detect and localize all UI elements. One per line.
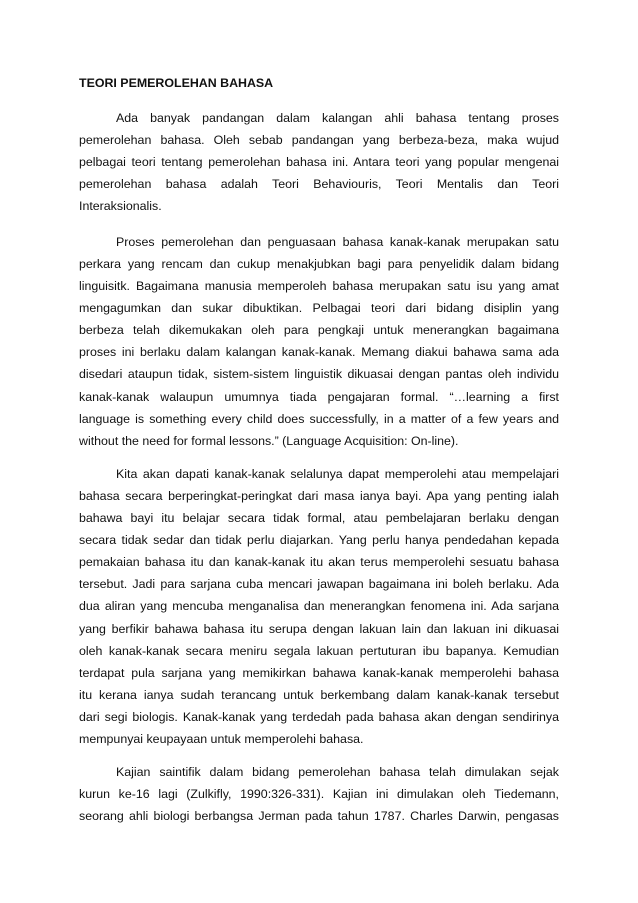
paragraph-1 (79, 107, 559, 217)
paragraph-line: tersebut. Jadi para sarjana cuba mencari jawapan bagaimana ini boleh berlaku. Ada (79, 577, 559, 592)
paragraph-line: language is something every child does successfully, in a matter of a few years and (79, 411, 559, 426)
paragraph-line: Kajian saintifik dalam bidang pemerolehan bahasa telah dimulakan sejak (116, 765, 559, 779)
paragraph-line: linguisitk. Bagaimana manusia memperoleh bahasa merupakan satu isu yang amat (79, 279, 559, 294)
paragraph-line: mengagumkan dan sukar dibuktikan. Pelbagai teori dari bidang disiplin yang (79, 301, 559, 316)
paragraph-line: Ada banyak pandangan dalam kalangan ahli bahasa tentang proses (116, 111, 559, 125)
paragraph-line: berbeza telah dikemukakan oleh para pengkaji untuk menerangkan bagaimana (79, 323, 559, 338)
paragraph-line: disedari ataupun tidak, sistem-sistem linguistik dikuasai dengan pantas oleh individu (79, 367, 559, 382)
paragraph-line: Proses pemerolehan dan penguasaan bahasa kanak-kanak merupakan satu (116, 235, 559, 249)
paragraph-line: bahasa secara berperingkat-peringkat dari masa ianya bayi. Apa yang penting ialah (79, 489, 559, 504)
paragraph-line: oleh kanak-kanak secara meniru segala lakuan pertuturan ibu bapanya. Kemudian (79, 643, 559, 658)
paragraph-line: Kita akan dapati kanak-kanak selalunya dapat memperolehi atau mempelajari (116, 467, 559, 481)
paragraph-line: dari segi biologis. Kanak-kanak yang terdedah pada bahasa akan dengan sendirinya (79, 709, 559, 724)
paragraph-line: yang berfikir bahawa bahasa itu serupa dengan lakuan lain dan lakuan ini dikuasai (79, 621, 559, 636)
paragraph-line: pelbagai teori tentang pemerolehan bahasa ini. Antara teori yang popular mengenai (79, 155, 559, 170)
paragraph-2 (79, 231, 559, 452)
paragraph-line: pemerolehan bahasa. Oleh sebab pandangan yang berbeza-beza, maka wujud (79, 133, 559, 148)
paragraph-line: without the need for formal lessons.” (Language Acquisition: On-line). (79, 433, 459, 448)
paragraph-line: proses ini berlaku dalam kalangan kanak-kanak. Memang diakui bahawa sama ada (79, 345, 559, 360)
paragraph-line: kurun ke-16 lagi (Zulkifly, 1990:326-331). Kajian ini dimulakan oleh Tiedemann, (79, 787, 559, 802)
paragraph-line: terdapat pula sarjana yang memikirkan bahawa kanak-kanak memperolehi bahasa (79, 665, 559, 680)
paragraph-line: secara tidak sedar dan tidak perlu diajarkan. Yang perlu hanya pendedahan kepada (79, 533, 559, 548)
paragraph-line: itu kerana ianya sudah terancang untuk berkembang dalam kanak-kanak tersebut (79, 687, 559, 702)
paragraph-line: mempunyai keupayaan untuk memperolehi bahasa. (79, 731, 364, 746)
paragraph-line: pemakaian bahasa itu dan kanak-kanak itu akan terus memperolehi sesuatu bahasa (79, 555, 559, 570)
paragraph-line: perkara yang rencam dan cukup menakjubkan bagi para penyelidik dalam bidang (79, 257, 559, 272)
paragraph-line: Interaksionalis. (79, 199, 162, 214)
document-title: TEORI PEMEROLEHAN BAHASA (79, 76, 274, 90)
paragraph-line: bahawa bayi itu belajar secara tidak formal, atau pembelajaran berlaku dengan (79, 511, 559, 526)
paragraph-line: seorang ahli biologi berbangsa Jerman pada tahun 1787. Charles Darwin, pengasas (79, 809, 559, 824)
paragraph-4 (79, 761, 559, 827)
paragraph-line: dua aliran yang mencuba menganalisa dan menerangkan fenomena ini. Ada sarjana (79, 599, 559, 614)
paragraph-3 (79, 463, 559, 750)
paragraph-line: pemerolehan bahasa adalah Teori Behaviouris, Teori Mentalis dan Teori (79, 177, 559, 192)
paragraph-line: kanak-kanak walaupun umumnya tiada pengajaran formal. “…learning a first (79, 389, 559, 404)
